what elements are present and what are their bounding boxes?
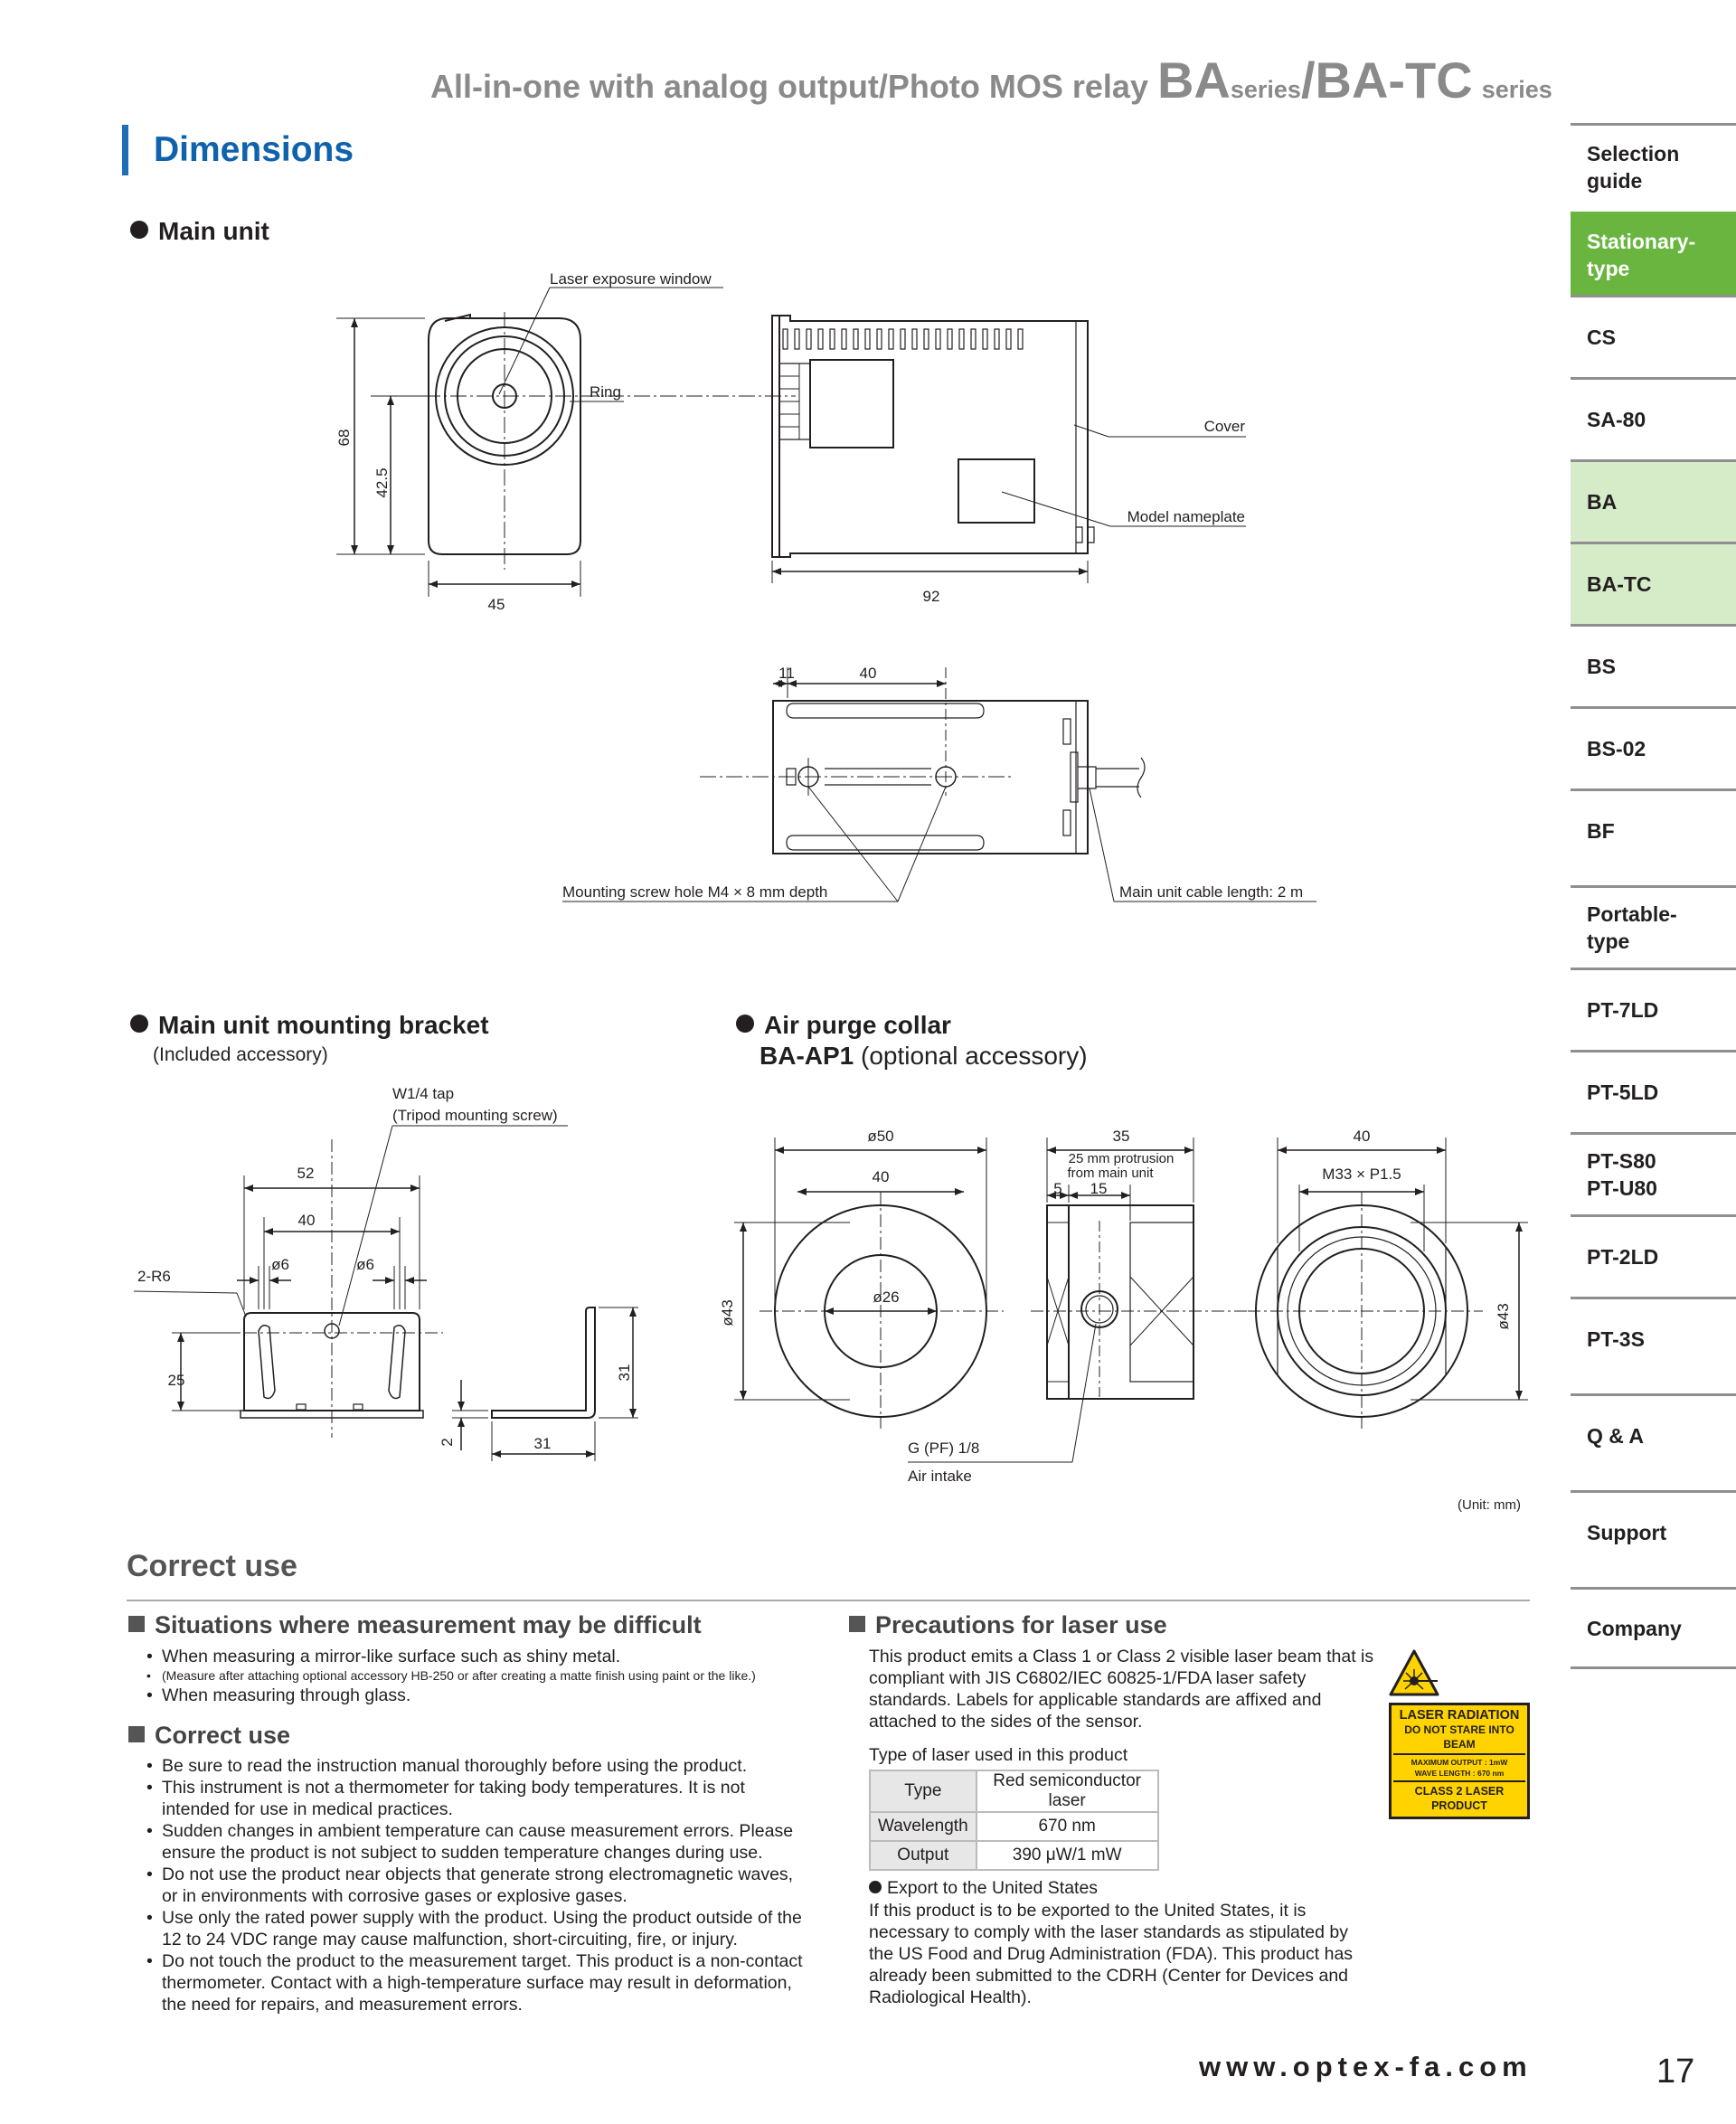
bullet-dot-icon [869, 1881, 882, 1893]
list-item: • This instrument is not a thermometer for taking body temperatures. It is not intended for use in medical practices. [146, 1777, 805, 1820]
dim-5: 5 [1053, 1180, 1062, 1197]
nav-ba[interactable] [1571, 459, 1736, 542]
series-title-prefix: All-in-one with analog output/Photo MOS relay [430, 68, 1148, 105]
nav-label: PT-3S [1587, 1327, 1645, 1351]
nav-label: Q & A [1587, 1424, 1645, 1448]
square-bullet-icon [128, 1726, 145, 1742]
dim-hole-6a: ø6 [271, 1256, 289, 1273]
list-item: • (Measure after attaching optional accessory HB-250 or after creating a matte finish using paint or the like.) [146, 1667, 834, 1685]
unit-note: (Unit: mm) [1458, 1497, 1521, 1513]
correct-use-heading [128, 1722, 290, 1750]
nav-label: BA [1587, 490, 1618, 514]
nameplate-label: Model nameplate [1127, 508, 1245, 525]
nav-bf[interactable] [1571, 788, 1736, 871]
dim-height-42-5: 42.5 [373, 467, 391, 498]
nav-pt-s80-u80[interactable] [1571, 1132, 1736, 1214]
laser-label-line: LASER RADIATION [1399, 1708, 1520, 1723]
nav-label: PT-7LD [1587, 998, 1659, 1022]
nav-bs[interactable] [1571, 624, 1736, 706]
export-heading [869, 1878, 1098, 1899]
r6-label: 2-R6 [137, 1268, 171, 1285]
tap-label-2: (Tripod mounting screw) [392, 1107, 558, 1124]
dim-depth-92: 92 [922, 588, 940, 605]
laser-label-line: DO NOT STARE INTO BEAM [1393, 1723, 1525, 1755]
collar-model-note: (optional accessory) [861, 1042, 1088, 1070]
ring-label: Ring [590, 383, 621, 401]
table-row [870, 1841, 1158, 1870]
series-word: series [1230, 76, 1301, 103]
nav-sa-80[interactable] [1571, 377, 1736, 459]
collar-title: Air purge collar [764, 1011, 951, 1039]
export-text: If this product is to be exported to the United States, it is necessary to comply with the laser standards as stipulated by the US Food and Drug Administration (FDA). This product has already been submitted to the CDRH (Center for Devices and Radiological Health). [869, 1901, 1354, 2007]
air-intake-label: Air intake [908, 1468, 972, 1485]
laser-heading [849, 1611, 1167, 1639]
nav-label: BA-TC [1587, 572, 1652, 596]
nav-label: Portable- type [1587, 902, 1677, 953]
dim-2: 2 [439, 1438, 456, 1447]
nav-label: PT-2LD [1587, 1245, 1659, 1269]
nav-label: Stationary- type [1587, 229, 1696, 280]
table-row [870, 1770, 1158, 1812]
series-name-ba: BA [1156, 52, 1231, 109]
laser-warning-label [1389, 1649, 1530, 1819]
dim-40-collar: 40 [872, 1168, 890, 1185]
main-unit-title: Main unit [158, 217, 269, 245]
dim-height-68: 68 [335, 429, 353, 447]
nav-label: BF [1587, 819, 1615, 843]
export-title: Export to the United States [887, 1878, 1099, 1898]
thread-label: M33 × P1.5 [1322, 1166, 1401, 1183]
laser-label-line: MAXIMUM OUTPUT : 1mW [1410, 1758, 1508, 1767]
collar-model: BA-AP1 [760, 1042, 854, 1070]
list-item: • When measuring a mirror-like surface such as shiny metal. [146, 1646, 834, 1667]
collar-front-view [719, 1128, 1004, 1429]
protrusion-label-2: from main unit [1067, 1166, 1154, 1181]
bracket-note: (Included accessory) [153, 1044, 328, 1065]
side-navigation [1571, 123, 1736, 1669]
nav-bs-02[interactable] [1571, 706, 1736, 788]
collar-back-view [1248, 1128, 1528, 1429]
nav-portable-type[interactable] [1571, 885, 1736, 968]
nav-pt-7ld[interactable] [1571, 968, 1736, 1050]
nav-stationary-type[interactable] [1571, 212, 1736, 295]
series-word: series [1481, 76, 1552, 103]
nav-company[interactable] [1571, 1587, 1736, 1669]
bracket-front-view [134, 1085, 568, 1438]
dim-40-back: 40 [1353, 1128, 1371, 1145]
series-name-ba-tc: BA-TC [1315, 52, 1473, 109]
nav-label: Selection guide [1587, 142, 1680, 193]
table-value: Red semiconductor laser [976, 1770, 1158, 1812]
section-title-dimensions: Dimensions [122, 125, 354, 175]
list-item: • Do not use the product near objects that generate strong electromagnetic waves, or in environments with corrosive gases or explosive gases. [146, 1864, 805, 1907]
dim-52: 52 [297, 1165, 315, 1182]
nav-label: Company [1587, 1616, 1682, 1640]
table-value: 670 nm [976, 1812, 1158, 1841]
nav-label: PT-5LD [1587, 1081, 1659, 1104]
list-item: • When measuring through glass. [146, 1685, 834, 1706]
square-bullet-icon [128, 1616, 145, 1632]
table-key: Output [870, 1841, 976, 1870]
nav-qa[interactable] [1571, 1393, 1736, 1476]
series-slash: / [1300, 52, 1316, 109]
correct-use-list [146, 1755, 805, 2015]
dim-31-height: 31 [616, 1364, 633, 1382]
dim-d43-front: ø43 [719, 1299, 736, 1326]
nav-selection-guide[interactable] [1571, 123, 1736, 209]
table-value: 390 μW/1 mW [976, 1841, 1158, 1870]
laser-window-label: Laser exposure window [550, 270, 712, 288]
dim-31-width: 31 [533, 1435, 552, 1452]
gpf-label: G (PF) 1/8 [908, 1440, 980, 1457]
dim-25: 25 [167, 1372, 185, 1389]
footer-url[interactable]: www.optex-fa.com [1199, 2051, 1533, 2082]
list-item: • Be sure to read the instruction manual thoroughly before using the product. [146, 1755, 805, 1777]
nav-pt-5ld[interactable] [1571, 1050, 1736, 1132]
nav-support[interactable] [1571, 1490, 1736, 1572]
bracket-title: Main unit mounting bracket [158, 1011, 489, 1039]
correct-use-title: Correct use [127, 1549, 297, 1583]
dim-d43-back: ø43 [1495, 1303, 1512, 1330]
laser-spec-table [869, 1770, 1159, 1871]
nav-pt-3s[interactable] [1571, 1297, 1736, 1379]
dim-15: 15 [1090, 1180, 1108, 1197]
page-number: 17 [1656, 2053, 1695, 2091]
correct-use-subtitle: Correct use [155, 1722, 291, 1749]
nav-label: Support [1587, 1521, 1667, 1544]
laser-title: Precautions for laser use [875, 1611, 1167, 1638]
cable-length-label: Main unit cable length: 2 m [1119, 883, 1304, 901]
collar-side-view [908, 1128, 1257, 1485]
table-key: Type [870, 1770, 976, 1812]
dim-40: 40 [859, 665, 877, 682]
dim-hole-6b: ø6 [356, 1256, 374, 1273]
nav-ba-tc[interactable] [1571, 542, 1736, 624]
laser-label-line: WAVE LENGTH : 670 nm [1393, 1768, 1525, 1782]
nav-label: BS [1587, 655, 1616, 678]
table-key: Wavelength [870, 1812, 976, 1841]
dim-35: 35 [1112, 1128, 1130, 1145]
nav-pt-2ld[interactable] [1571, 1214, 1736, 1297]
nav-cs[interactable] [1571, 295, 1736, 377]
cover-label: Cover [1203, 418, 1245, 435]
tap-label-1: W1/4 tap [392, 1085, 455, 1102]
difficult-title: Situations where measurement may be difficult [155, 1611, 702, 1638]
dim-width-45: 45 [487, 596, 505, 613]
main-unit-front-view [335, 270, 796, 613]
table-row [870, 1812, 1158, 1841]
main-unit-side-view [772, 316, 1246, 605]
list-item: • Sudden changes in ambient temperature can cause measurement errors. Please ensure the product is not subject to sudden temperature changes during use. [146, 1820, 805, 1864]
main-unit-bottom-view [562, 665, 1316, 902]
difficult-list [146, 1646, 834, 1706]
section-divider [127, 1600, 1530, 1601]
laser-label-line: CLASS 2 LASER PRODUCT [1414, 1785, 1505, 1812]
square-bullet-icon [849, 1616, 865, 1632]
dim-d50: ø50 [867, 1128, 894, 1145]
dim-40-bracket: 40 [297, 1212, 316, 1229]
dim-d26: ø26 [873, 1289, 900, 1306]
laser-intro: This product emits a Class 1 or Class 2 visible laser beam that is compliant with JIS C6802/IEC 60825-1/FDA laser safety standards. Labels for applicable standards are affixed and attached to the sides of the sensor. [869, 1647, 1374, 1732]
laser-warning-triangle-icon [1389, 1649, 1530, 1698]
nav-label: SA-80 [1587, 408, 1646, 431]
list-item: • Use only the rated power supply with the product. Using the product outside of the 12 to 24 VDC range may cause malfunction, short-circuiting, fire, or injury. [146, 1907, 805, 1950]
mounting-hole-label: Mounting screw hole M4 × 8 mm depth [562, 883, 828, 901]
bracket-side-view [439, 1307, 638, 1461]
dim-11: 11 [778, 665, 795, 682]
list-item: • Do not touch the product to the measurement target. This product is a non-contact thermometer. Contact with a high-temperature surface may result in deformation, the need for repairs, and measurement errors. [146, 1950, 805, 2015]
difficult-heading [128, 1611, 702, 1639]
laser-table-caption: Type of laser used in this product [869, 1745, 1128, 1765]
nav-label: BS-02 [1587, 737, 1646, 760]
protrusion-label-1: 25 mm protrusion [1068, 1151, 1175, 1166]
nav-label: CS [1587, 326, 1616, 349]
laser-label-box [1389, 1703, 1530, 1819]
nav-label: PT-S80 PT-U80 [1587, 1149, 1657, 1200]
